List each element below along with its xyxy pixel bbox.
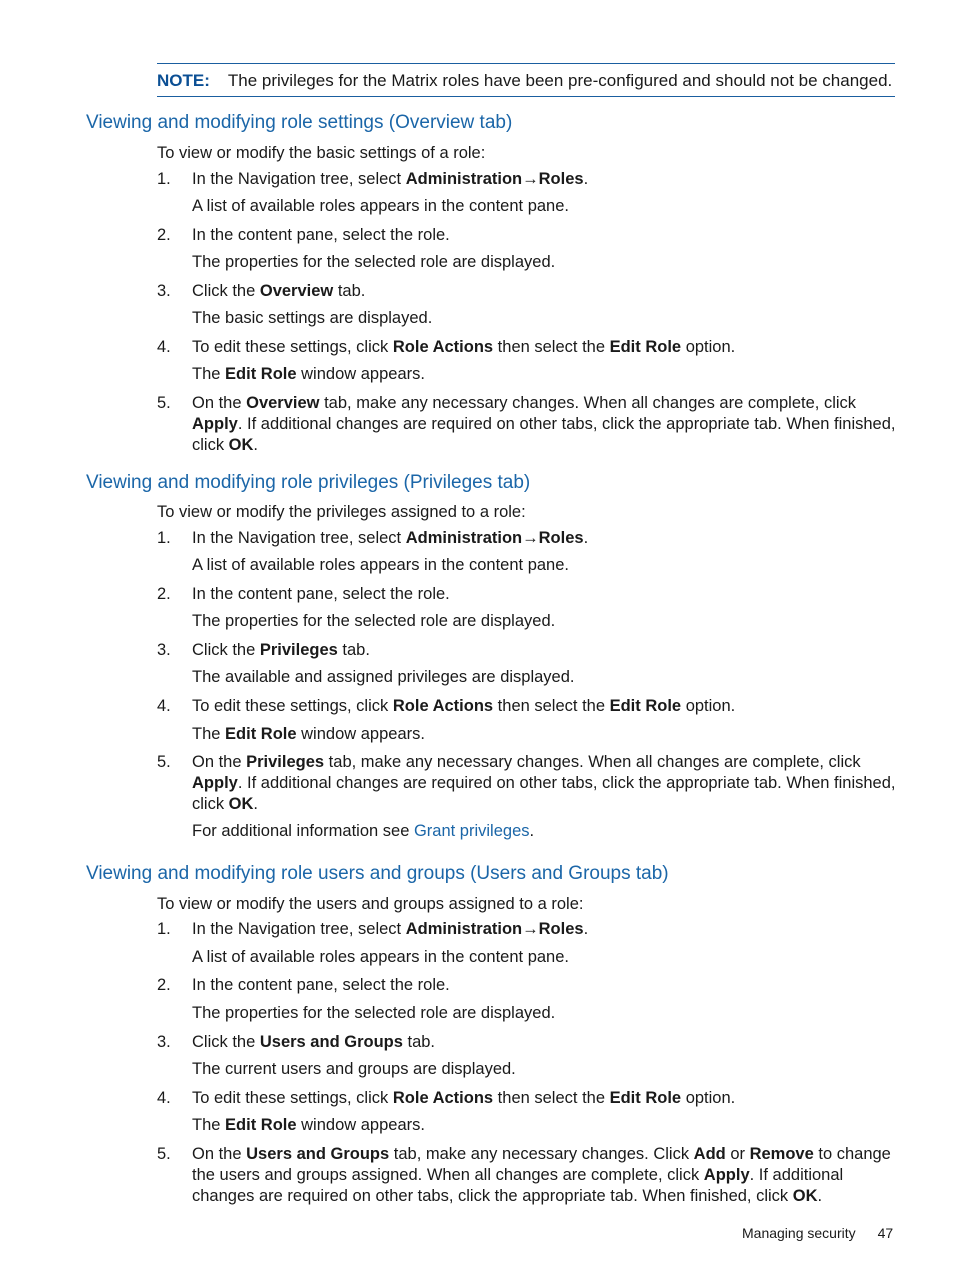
step-text: Click the Privileges tab. xyxy=(192,641,370,659)
step-text: On the Users and Groups tab, make any necessary changes. Click Add or Remove to change the users and groups assigned. When all changes are complete, click Apply. If additional changes are required on other tabs, click the appropriate tab. When finished, click OK. xyxy=(192,1145,891,1205)
section-intro: To view or modify the privileges assigned to a role: xyxy=(157,503,526,521)
step-text: To edit these settings, click Role Actions then select the Edit Role option. xyxy=(192,338,736,356)
section-intro: To view or modify the basic settings of a role: xyxy=(157,144,486,162)
step-text: On the Privileges tab, make any necessary changes. When all changes are complete, click Apply. If additional changes are required on other tabs, click the appropriate tab. When finished, click OK. xyxy=(192,753,896,813)
step-result: The Edit Role window appears. xyxy=(192,725,425,743)
step-result: For additional information see Grant privileges. xyxy=(192,822,535,840)
step-result: The Edit Role window appears. xyxy=(192,1116,425,1134)
page-number: 47 xyxy=(877,1225,894,1241)
section-intro: To view or modify the users and groups assigned to a role: xyxy=(157,895,584,913)
step-number: 2. xyxy=(157,976,171,994)
note-box xyxy=(157,63,895,97)
step-result: The properties for the selected role are displayed. xyxy=(192,253,556,271)
step-number: 3. xyxy=(157,1033,171,1051)
step-text: In the Navigation tree, select Administration→Roles. xyxy=(192,170,589,188)
step-result: The available and assigned privileges are displayed. xyxy=(192,668,575,686)
step-number: 4. xyxy=(157,697,171,715)
step-text: In the Navigation tree, select Administration→Roles. xyxy=(192,920,589,938)
section-heading-overview: Viewing and modifying role settings (Overview tab) xyxy=(86,112,513,133)
step-text: Click the Overview tab. xyxy=(192,282,366,300)
step-number: 2. xyxy=(157,585,171,603)
step-result: The Edit Role window appears. xyxy=(192,365,425,383)
step-number: 5. xyxy=(157,394,171,412)
step-result: The basic settings are displayed. xyxy=(192,309,433,327)
step-text: On the Overview tab, make any necessary changes. When all changes are complete, click Apply. If additional changes are required on other tabs, click the appropriate tab. When finished, click OK. xyxy=(192,394,896,454)
step-text: Click the Users and Groups tab. xyxy=(192,1033,436,1051)
section-heading-users-groups: Viewing and modifying role users and groups (Users and Groups tab) xyxy=(86,863,669,884)
step-result: A list of available roles appears in the content pane. xyxy=(192,197,569,215)
step-text: To edit these settings, click Role Actions then select the Edit Role option. xyxy=(192,1089,736,1107)
step-number: 1. xyxy=(157,529,171,547)
step-result: A list of available roles appears in the content pane. xyxy=(192,948,569,966)
step-number: 2. xyxy=(157,226,171,244)
step-number: 5. xyxy=(157,1145,171,1163)
step-text: To edit these settings, click Role Actions then select the Edit Role option. xyxy=(192,697,736,715)
step-number: 3. xyxy=(157,641,171,659)
step-text: In the content pane, select the role. xyxy=(192,585,450,603)
step-result: A list of available roles appears in the content pane. xyxy=(192,556,569,574)
grant-privileges-link[interactable]: Grant privileges xyxy=(413,822,530,840)
step-result: The properties for the selected role are displayed. xyxy=(192,1004,556,1022)
step-number: 3. xyxy=(157,282,171,300)
note-label: NOTE: xyxy=(157,71,210,90)
step-text: In the content pane, select the role. xyxy=(192,976,450,994)
section-heading-privileges: Viewing and modifying role privileges (Privileges tab) xyxy=(86,472,531,493)
step-text: In the content pane, select the role. xyxy=(192,226,450,244)
step-number: 4. xyxy=(157,1089,171,1107)
page-footer xyxy=(742,1223,893,1244)
step-result: The properties for the selected role are displayed. xyxy=(192,612,556,630)
note-text: The privileges for the Matrix roles have been pre-configured and should not be changed. xyxy=(227,71,893,90)
step-number: 1. xyxy=(157,920,171,938)
footer-section-title: Managing security xyxy=(742,1225,856,1241)
step-result: The current users and groups are displayed. xyxy=(192,1060,516,1078)
step-number: 5. xyxy=(157,753,171,771)
step-number: 1. xyxy=(157,170,171,188)
step-text: In the Navigation tree, select Administration→Roles. xyxy=(192,529,589,547)
step-number: 4. xyxy=(157,338,171,356)
